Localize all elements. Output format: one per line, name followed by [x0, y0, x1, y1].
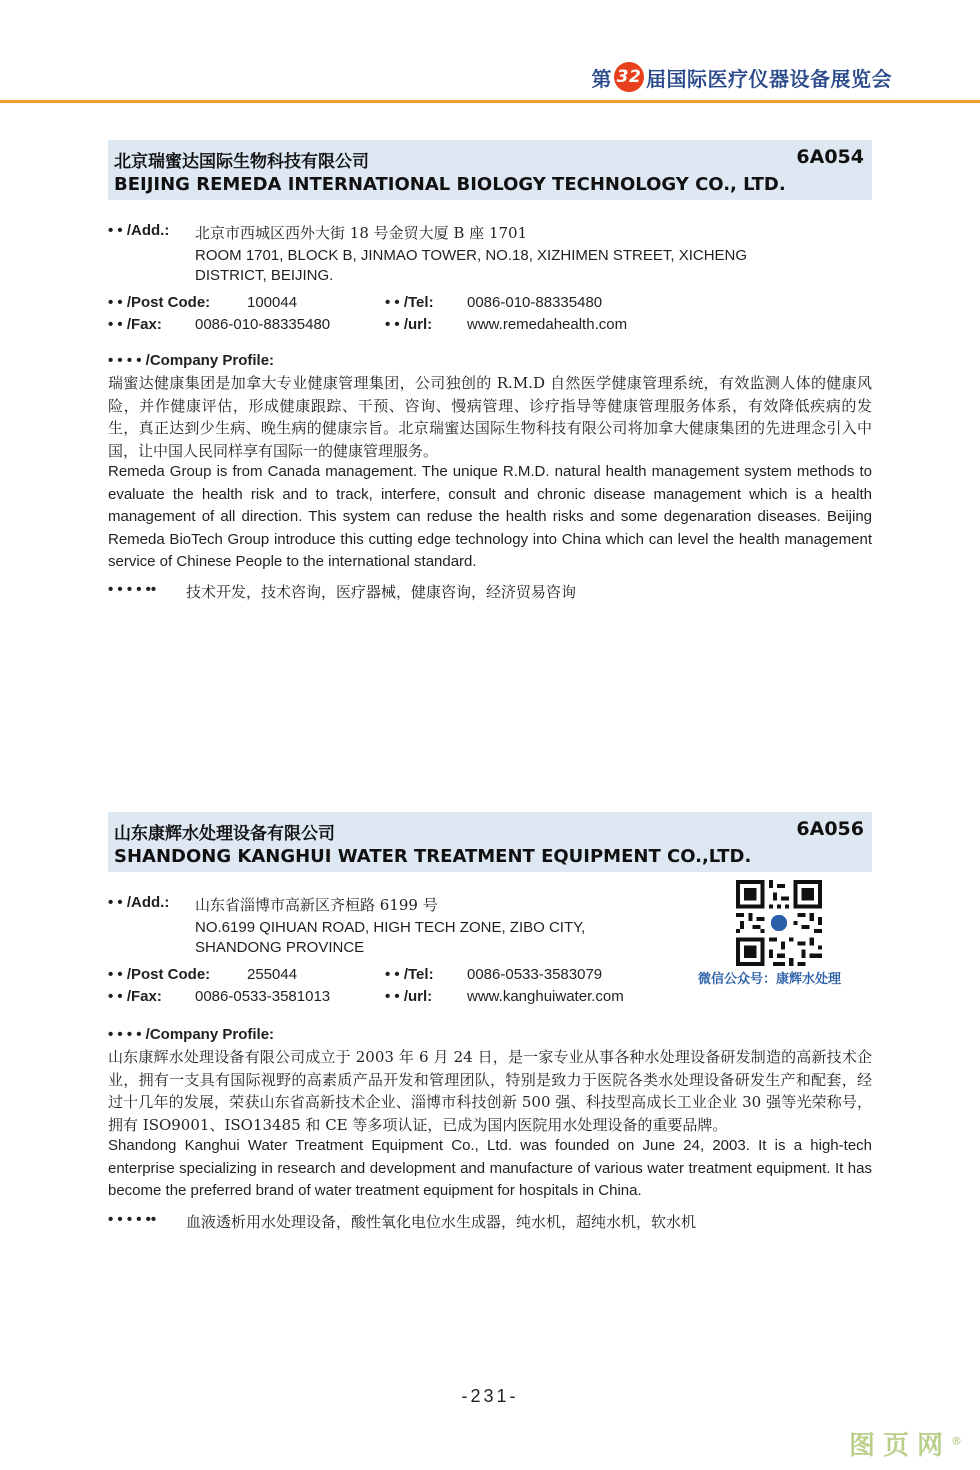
- url-label: • • /url:: [385, 316, 433, 333]
- address-en-2: SHANDONG PROVINCE: [195, 939, 365, 956]
- url-value[interactable]: www.remedahealth.com: [467, 316, 628, 333]
- tel-label: • • /Tel:: [385, 966, 434, 983]
- address-cn: 北京市西城区西外大街 18 号金贸大厦 B 座 1701: [195, 224, 528, 242]
- url-label: • • /url:: [385, 988, 433, 1005]
- products-label: • • • • ••: [108, 581, 157, 598]
- profile-cn: 山东康辉水处理设备有限公司成立于 2003 年 6 月 24 日，是一家专业从事各种水处理设备研发制造的高新技术企业，拥有一支具有国际视野的高素质产品开发和管理团队，特别是致力于医院各类水处理设备研发生产和配套，经过十几年的发展，荣获山东省高新技术企业、淄博市科技创新 500 强、科技型高成长工业企业 30 强等光荣称号，拥有 ISO9001、ISO13485 和 CE 等多项认证，已成为国内医院用水处理设备的重要品牌。: [108, 1048, 872, 1134]
- watermark-logo: 图页网®: [848, 1431, 962, 1461]
- company-name-en: BEIJING REMEDA INTERNATIONAL BIOLOGY TECHNOLOGY CO., LTD.: [114, 174, 786, 195]
- fax-value: 0086-010-88335480: [195, 316, 331, 333]
- profile-label: • • • • /Company Profile:: [108, 352, 275, 369]
- address-row: [108, 894, 169, 911]
- company-name-cn: 山东康辉水处理设备有限公司: [114, 824, 335, 844]
- products-value: 血液透析用水处理设备，酸性氧化电位水生成器，纯水机，超纯水机，软水机: [186, 1213, 697, 1231]
- booth-number: 6A056: [796, 818, 864, 840]
- tel-label: • • /Tel:: [385, 294, 434, 311]
- address-row: [108, 222, 169, 239]
- company-header: [108, 812, 872, 872]
- url-row: [385, 988, 432, 1005]
- fax-label: • • /Fax:: [108, 316, 162, 333]
- logo-number: 32: [614, 62, 644, 92]
- address-cn: 山东省淄博市高新区齐桓路 6199 号: [195, 896, 438, 914]
- fax-row: [108, 316, 162, 333]
- url-row: [385, 316, 432, 333]
- page-number: -231-: [461, 1386, 519, 1406]
- fax-label: • • /Fax:: [108, 988, 162, 1005]
- url-value[interactable]: www.kanghuiwater.com: [467, 988, 624, 1005]
- tel-value: 0086-010-88335480: [467, 294, 603, 311]
- address-label: • • /Add.:: [108, 894, 170, 911]
- products-row: [108, 581, 156, 598]
- products-row: [108, 1211, 156, 1228]
- address-en-2: DISTRICT, BEIJING.: [195, 267, 334, 284]
- tel-row: [385, 294, 434, 311]
- company-name-en: SHANDONG KANGHUI WATER TREATMENT EQUIPMENT CO.,LTD.: [114, 846, 752, 867]
- products-value: 技术开发，技术咨询，医疗器械，健康咨询，经济贸易咨询: [186, 583, 577, 601]
- logo-prefix: 第: [591, 66, 612, 91]
- qr-caption: 微信公众号：康辉水处理: [698, 972, 842, 987]
- profile-label: • • • • /Company Profile:: [108, 1026, 275, 1043]
- post-code-row: [108, 294, 210, 311]
- address-en-1: NO.6199 QIHUAN ROAD, HIGH TECH ZONE, ZIBO CITY,: [195, 919, 586, 936]
- post-code-row: [108, 966, 210, 983]
- exhibition-logo: [592, 62, 893, 92]
- post-code-value: 100044: [247, 294, 298, 311]
- booth-number: 6A054: [796, 146, 864, 168]
- header-divider: [0, 100, 980, 103]
- company-header: [108, 140, 872, 200]
- wechat-qr-code: [736, 880, 822, 966]
- post-code-value: 255044: [247, 966, 298, 983]
- logo-title: 届国际医疗仪器设备展览会: [646, 66, 892, 91]
- company-name-cn: 北京瑞蜜达国际生物科技有限公司: [114, 152, 369, 172]
- profile-en: Shandong Kanghui Water Treatment Equipment Co., Ltd. was founded on June 24, 2003. It is a high-tech enterprise specializing in research and development and manufacture of various water treatment equipment. It has become the preferred brand of water treatment equipment for hospitals in China.: [108, 1137, 872, 1199]
- profile-cn: 瑞蜜达健康集团是加拿大专业健康管理集团，公司独创的 R.M.D 自然医学健康管理系统，有效监测人体的健康风险，并作健康评估，形成健康跟踪、干预、咨询、慢病管理、诊疗指导等健康管理服务体系，有效降低疾病的发生，真正达到少生病、晚生病的健康宗旨。北京瑞蜜达国际生物科技有限公司将加拿大健康集团的先进理念引入中国，让中国人民同样享有国际一的健康管理服务。: [108, 374, 872, 460]
- tel-value: 0086-0533-3583079: [467, 966, 603, 983]
- address-label: • • /Add.:: [108, 222, 170, 239]
- address-en-1: ROOM 1701, BLOCK B, JINMAO TOWER, NO.18, XIZHIMEN STREET, XICHENG: [195, 247, 748, 264]
- post-code-label: • • /Post Code:: [108, 294, 211, 311]
- profile-en: Remeda Group is from Canada management. The unique R.M.D. natural health management system methods to evaluate the health risk and to track, interfere, consult and chronic disease management which is a health management of all direction. This system can reduse the health risks and some degenaration diseases. Beijing Remeda BioTech Group introduce this cutting edge technology into China which can level the health management service of Chinese People to the international standard.: [108, 463, 872, 570]
- post-code-label: • • /Post Code:: [108, 966, 211, 983]
- tel-row: [385, 966, 434, 983]
- fax-row: [108, 988, 162, 1005]
- products-label: • • • • ••: [108, 1211, 157, 1228]
- fax-value: 0086-0533-3581013: [195, 988, 331, 1005]
